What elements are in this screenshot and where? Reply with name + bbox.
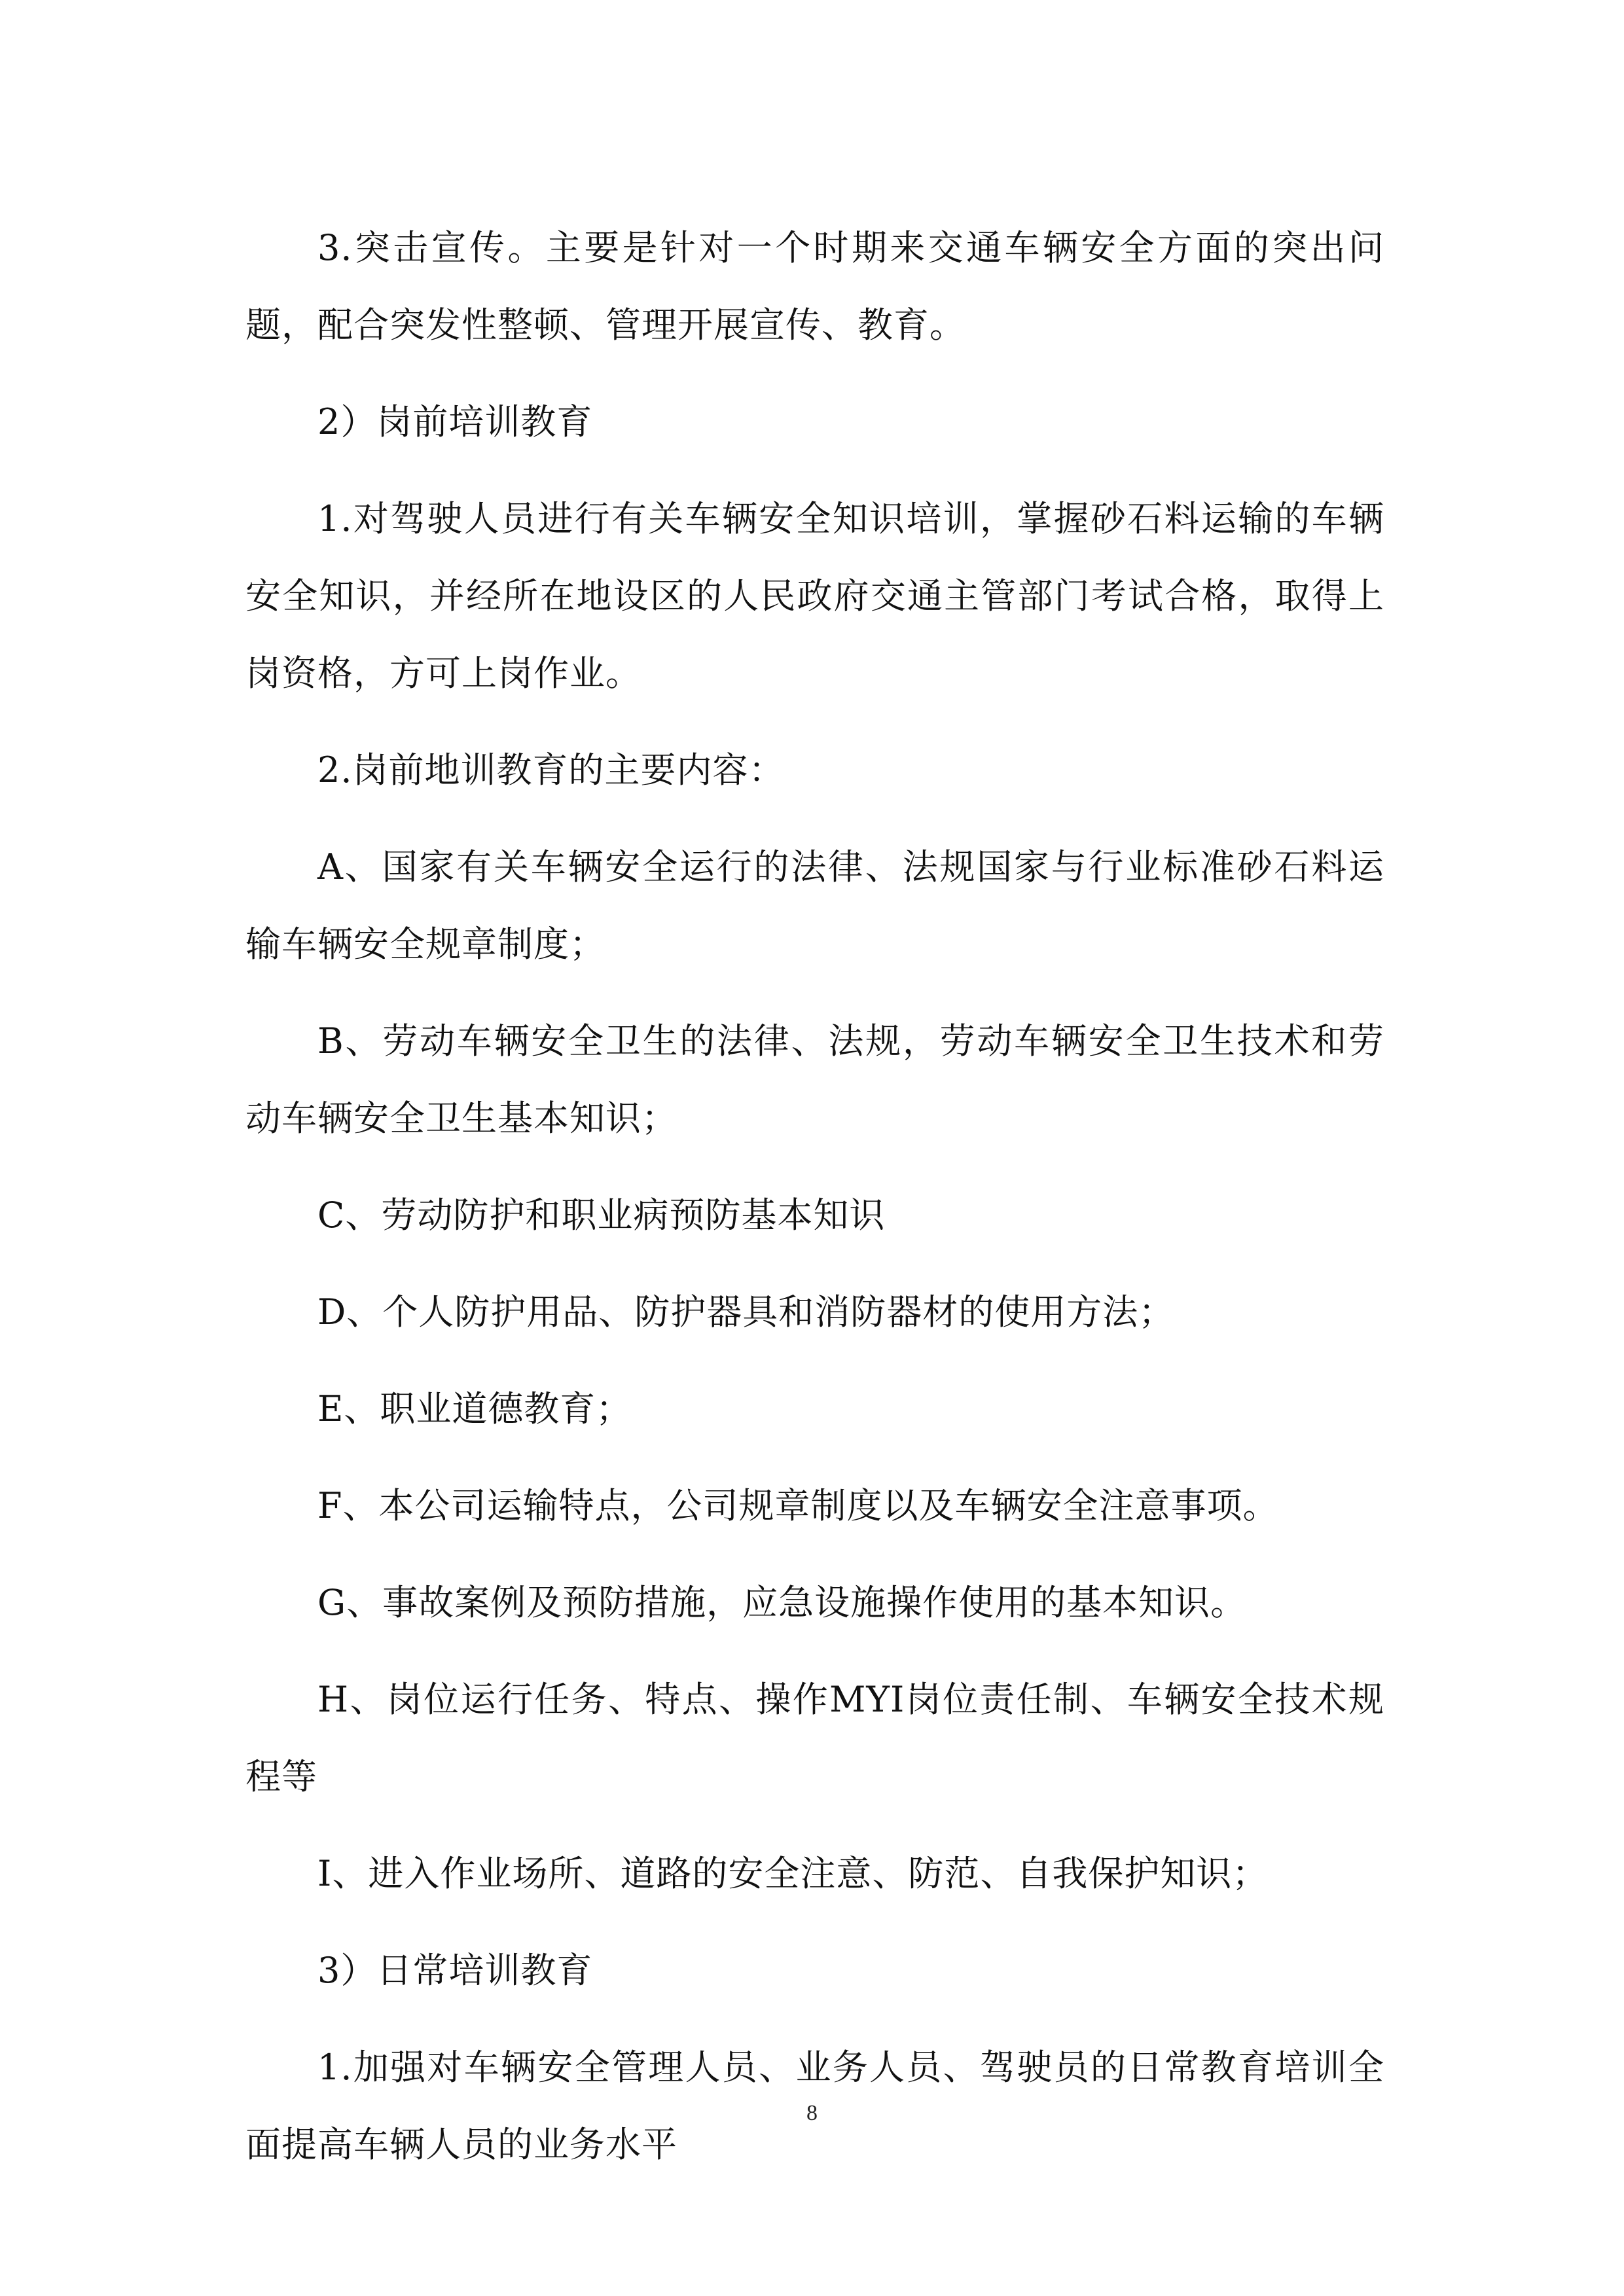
list-item-d: D、个人防护用品、防护器具和消防器材的使用方法； [317,1291,1175,1333]
section-heading-pre-job-training: 2）岗前培训教育 [317,401,593,442]
list-item-g: G、事故案例及预防措施，应急设施操作使用的基本知识。 [317,1582,1247,1623]
paragraph-propaganda: 3.突击宣传。主要是针对一个时期来交通车辆安全方面的突出问题，配合突发性整顿、管理开展宣传、教育。 [245,227,1384,346]
list-item-b: B、劳动车辆安全卫生的法律、法规，劳动车辆安全卫生技术和劳动车辆安全卫生基本知识； [245,1020,1384,1139]
list-item-a: A、国家有关车辆安全运行的法律、法规国家与行业标准砂石料运输车辆安全规章制度； [245,846,1384,965]
list-item-h: H、岗位运行任务、特点、操作MYI岗位责任制、车辆安全技术规程等 [245,1679,1384,1797]
page-number: 8 [806,2101,818,2125]
paragraph-daily-training: 1.加强对车辆安全管理人员、业务人员、驾驶员的日常教育培训全面提高车辆人员的业务水平 [245,2047,1384,2165]
list-item-e: E、职业道德教育； [317,1388,632,1429]
list-item-i: I、进入作业场所、道路的安全注意、防范、自我保护知识； [317,1853,1269,1894]
list-item-f: F、本公司运输特点，公司规章制度以及车辆安全注意事项。 [317,1485,1279,1526]
document-body [245,209,1384,2203]
section-heading-daily-training: 3）日常培训教育 [317,1950,593,1991]
paragraph-training-content-heading: 2.岗前地训教育的主要内容： [317,749,785,791]
paragraph-driver-training: 1.对驾驶人员进行有关车辆安全知识培训，掌握砂石料运输的车辆安全知识，并经所在地设区的人民政府交通主管部门考试合格，取得上岗资格，方可上岗作业。 [245,498,1384,694]
list-item-c: C、劳动防护和职业病预防基本知识 [317,1194,886,1236]
